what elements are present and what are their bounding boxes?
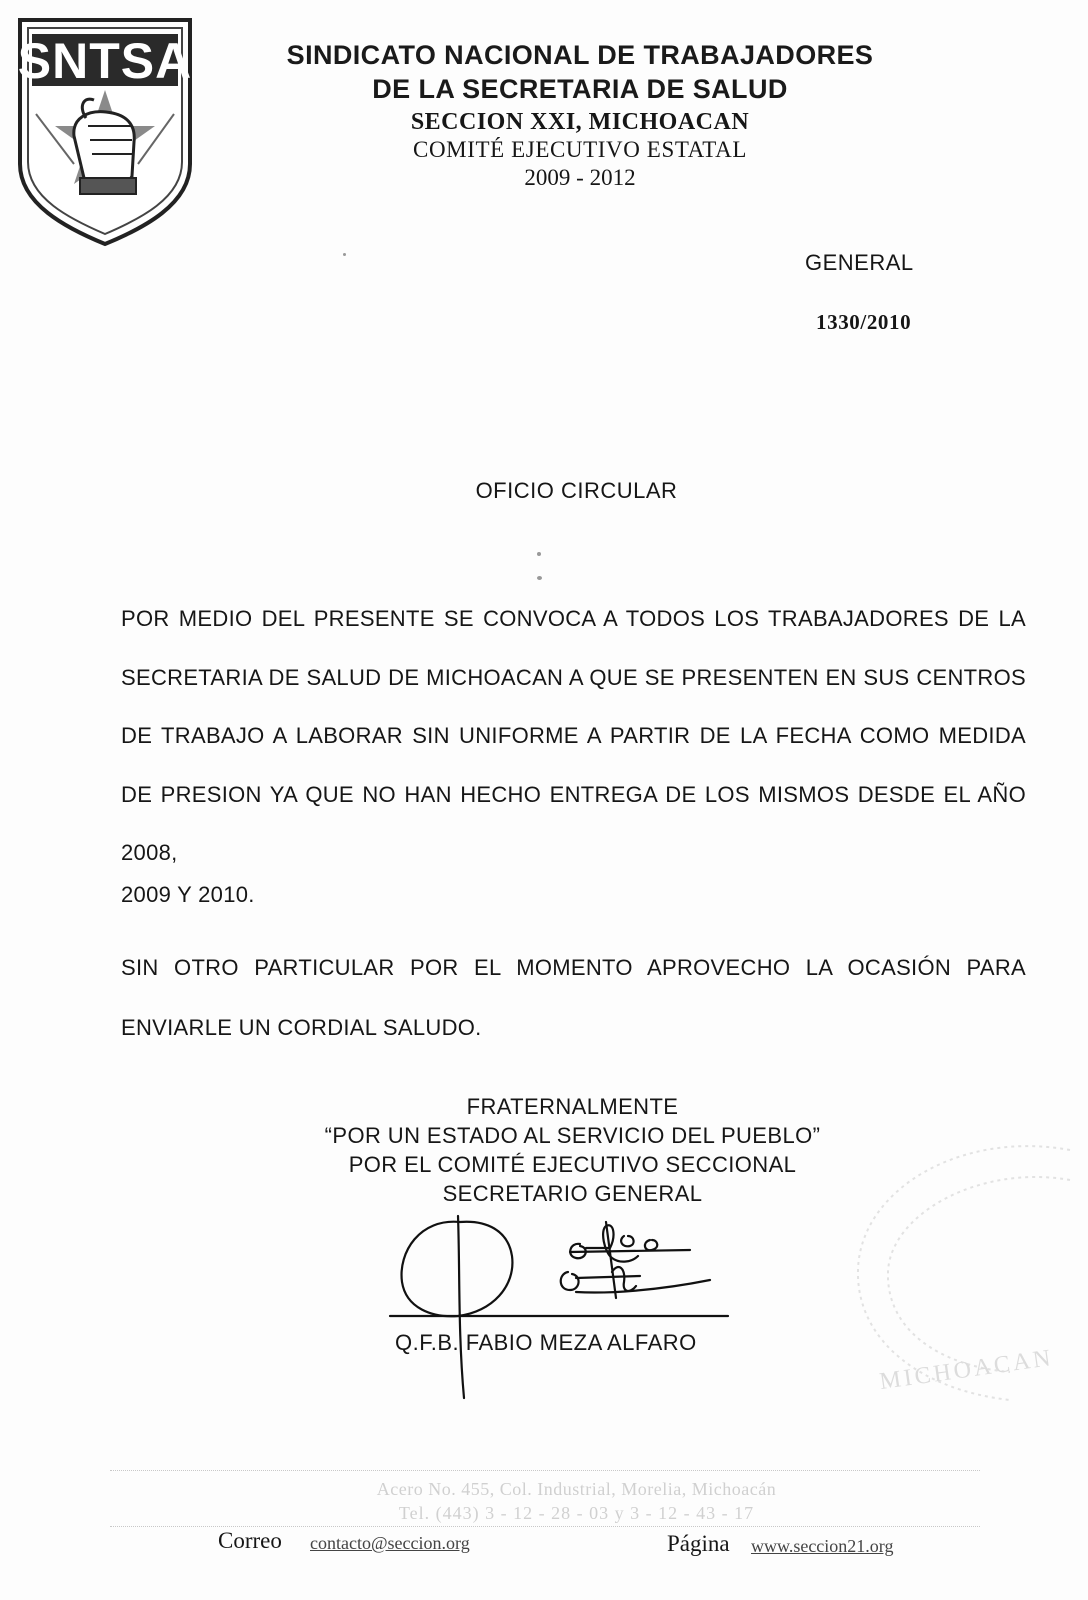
footer-rule-bottom — [110, 1526, 980, 1527]
footer-web: www.seccion21.org — [751, 1536, 894, 1556]
closing-salutation: FRATERNALMENTE — [466, 1094, 679, 1119]
sntsa-logo — [14, 14, 196, 248]
footer-rule-top — [110, 1470, 980, 1471]
scan-dot — [343, 253, 346, 256]
footer-address: Acero No. 455, Col. Industrial, Morelia, Michoacán — [376, 1479, 777, 1499]
closing-committee: POR EL COMITÉ EJECUTIVO SECCIONAL — [348, 1152, 797, 1177]
circular-type: GENERAL — [805, 250, 914, 275]
committee-name: COMITÉ EJECUTIVO ESTATAL — [413, 137, 747, 162]
stamp-text: MICHOACAN — [877, 1344, 1055, 1396]
closing-position: SECRETARIO GENERAL — [442, 1181, 703, 1206]
body-paragraph-1: POR MEDIO DEL PRESENTE SE CONVOCA A TODOS LOS TRABAJADORES DE LA SECRETARIA DE SALUD DE MICHOACAN A QUE SE PRESENTEN EN SUS CENTROS DE TRABAJO A LABORAR SIN UNIFORME A PARTIR DE LA FECHA COMO MEDIDA DE PRESION YA QUE NO HAN HECHO ENTREGA DE LOS MISMOS DESDE EL AÑO 2008, — [121, 606, 1026, 865]
signature — [380, 1212, 740, 1402]
body-paragraph-1-end: 2009 Y 2010. — [121, 882, 255, 907]
faded-seal-stamp — [840, 1120, 1080, 1420]
document-title: OFICIO CIRCULAR — [475, 478, 678, 503]
signer-name: Q.F.B. FABIO MEZA ALFARO — [395, 1330, 697, 1355]
footer-phone: Tel. (443) 3 - 12 - 28 - 03 y 3 - 12 - 43 - 17 — [398, 1503, 755, 1523]
closing-block — [245, 1092, 900, 1208]
org-name-line1: SINDICATO NACIONAL DE TRABAJADORES — [286, 40, 874, 70]
scan-dot — [537, 552, 541, 556]
org-name-line2: DE LA SECRETARIA DE SALUD — [372, 74, 788, 104]
footer-email: contacto@seccion.org — [310, 1533, 470, 1553]
scan-dot — [537, 576, 542, 580]
circular-number: 1330/2010 — [816, 310, 912, 334]
section-name: SECCION XXI, MICHOACAN — [410, 109, 750, 135]
closing-motto: “POR UN ESTADO AL SERVICIO DEL PUEBLO” — [324, 1123, 821, 1148]
body-paragraph-2: SIN OTRO PARTICULAR POR EL MOMENTO APROVECHO LA OCASIÓN PARA ENVIARLE UN CORDIAL SALUDO. — [121, 955, 1026, 1040]
footer-email-label: Correo — [218, 1528, 282, 1553]
letterhead — [200, 38, 960, 192]
logo-text: SNTSA — [17, 33, 193, 89]
footer-web-label: Página — [667, 1531, 730, 1556]
term-period: 2009 - 2012 — [524, 165, 636, 190]
